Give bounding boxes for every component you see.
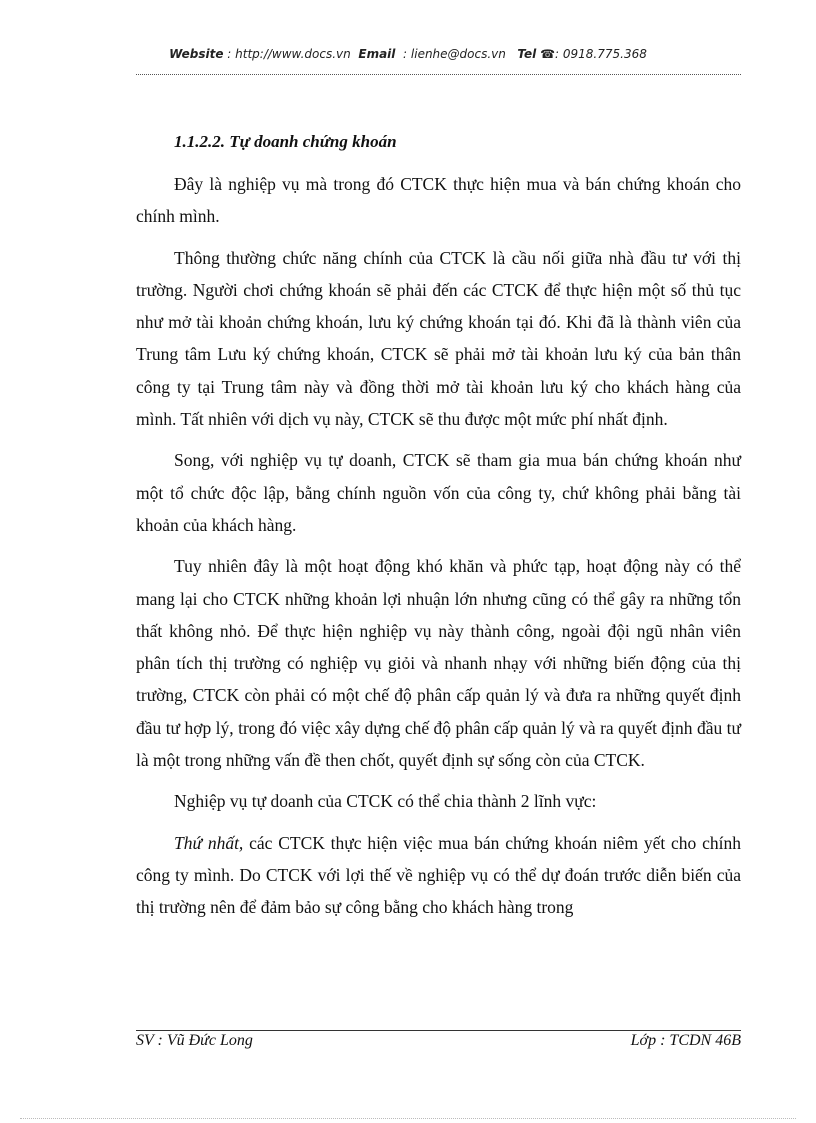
paragraph: Tuy nhiên đây là một hoạt động khó khăn và phức tạp, hoạt động này có thể mang lại cho CTCK những khoản lợi nhuận lớn nhưng cũng có thể gây ra những tổn thất không nhỏ. Để thực hiện nghiệp vụ này thành công, ngoài đội ngũ nhân viên phân tích thị trường có nghiệp vụ giỏi và nhanh nhạy với những biến động của thị trường, CTCK còn phải có một chế độ phân cấp quản lý và đưa ra những quyết định đầu tư hợp lý, trong đó việc xây dựng chế độ phân cấp quản lý và ra quyết định đầu tư là một trong những vấn đề then chốt, quyết định sự sống còn của CTCK. bbox=[136, 556, 741, 771]
email-label: Email bbox=[358, 47, 396, 61]
page-bottom-divider bbox=[20, 1118, 796, 1119]
document-body bbox=[136, 128, 741, 933]
tel-value: : 0918.775.368 bbox=[555, 47, 647, 61]
website-label: Website bbox=[169, 47, 224, 61]
header-divider bbox=[136, 74, 741, 75]
paragraph: Song, với nghiệp vụ tự doanh, CTCK sẽ tham gia mua bán chứng khoán như một tổ chức độc lập, bằng chính nguồn vốn của công ty, chứ không phải bằng tài khoản của khách hàng. bbox=[136, 450, 741, 535]
section-heading: 1.1.2.2. Tự doanh chứng khoán bbox=[174, 132, 397, 151]
page-header bbox=[0, 47, 816, 61]
paragraph-text: các CTCK thực hiện việc mua bán chứng khoán niêm yết cho chính công ty mình. Do CTCK với lợi thế về nghiệp vụ có thể dự đoán trước diễn biến của thị trường nên để đảm bảo sự công bằng cho khách hàng trong bbox=[136, 832, 741, 918]
class-name: Lớp : TCDN 46B bbox=[630, 1032, 741, 1049]
paragraph: Nghiệp vụ tự doanh của CTCK có thể chia thành 2 lĩnh vực: bbox=[174, 791, 597, 812]
italic-lead: Thứ nhất, bbox=[174, 832, 244, 853]
phone-icon: ☎ bbox=[540, 47, 556, 61]
student-name: SV : Vũ Đức Long bbox=[136, 1032, 253, 1049]
paragraph: Thông thường chức năng chính của CTCK là cầu nối giữa nhà đầu tư với thị trường. Người chơi chứng khoán sẽ phải đến các CTCK để thực hiện một số thủ tục như mở tài khoản chứng khoán, lưu ký chứng khoán tại đó. Khi đã là thành viên của Trung tâm Lưu ký chứng khoán, CTCK sẽ phải mở tài khoản lưu ký của bản thân công ty tại Trung tâm này và đồng thời mở tài khoản lưu ký cho khách hàng của mình. Tất nhiên với dịch vụ này, CTCK sẽ thu được một mức phí nhất định. bbox=[136, 247, 741, 430]
website-value[interactable]: : http://www.docs.vn bbox=[227, 47, 351, 61]
footer-divider bbox=[136, 1030, 741, 1031]
tel-label: Tel bbox=[517, 47, 537, 61]
paragraph-last bbox=[136, 827, 741, 924]
email-value[interactable]: : lienhe@docs.vn bbox=[403, 47, 506, 61]
paragraph: Đây là nghiệp vụ mà trong đó CTCK thực hiện mua và bán chứng khoán cho chính mình. bbox=[136, 174, 741, 227]
